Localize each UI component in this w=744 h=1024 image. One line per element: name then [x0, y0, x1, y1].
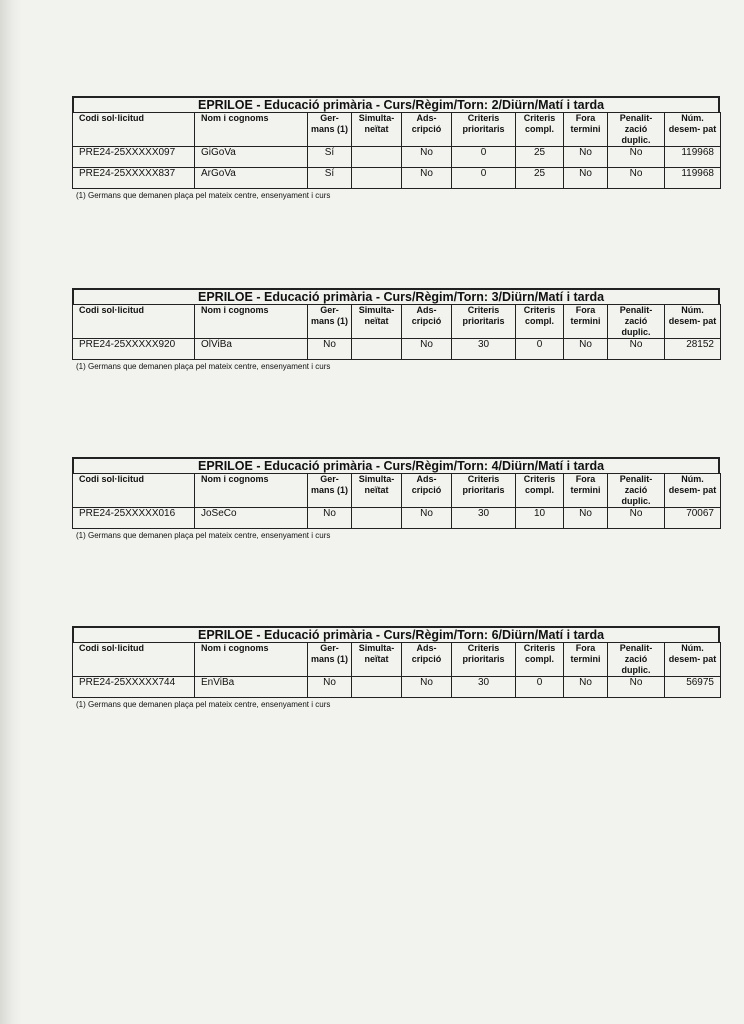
table-row	[73, 168, 721, 189]
header-prioritaris: Criteris prioritaris	[452, 643, 516, 677]
cell-simultaneitat	[352, 147, 402, 168]
header-prioritaris: Criteris prioritaris	[452, 113, 516, 147]
cell-adscripcio: No	[402, 168, 452, 189]
header-fora: Fora termini	[564, 474, 608, 508]
cell-germans: No	[308, 508, 352, 529]
block-title-bar	[72, 96, 720, 112]
cell-adscripcio: No	[402, 147, 452, 168]
applications-table	[72, 112, 721, 189]
table-header-row	[73, 474, 721, 508]
header-codi: Codi sol·licitud	[73, 643, 195, 677]
footnote: (1) Germans que demanen plaça pel mateix centre, ensenyament i curs	[76, 362, 331, 371]
header-adscripcio: Ads- cripció	[402, 113, 452, 147]
footnote: (1) Germans que demanen plaça pel mateix centre, ensenyament i curs	[76, 700, 331, 709]
cell-adscripcio: No	[402, 339, 452, 360]
header-germans: Ger- mans (1)	[308, 305, 352, 339]
cell-desempat: 70067	[665, 508, 721, 529]
header-compl: Criteris compl.	[516, 643, 564, 677]
table-header-row	[73, 643, 721, 677]
cell-germans: Sí	[308, 168, 352, 189]
cell-desempat: 119968	[665, 147, 721, 168]
table-body	[73, 677, 721, 698]
header-nom: Nom i cognoms	[195, 474, 308, 508]
cell-prioritaris: 0	[452, 168, 516, 189]
block-title-bar	[72, 457, 720, 473]
cell-codi: PRE24-25XXXXX920	[73, 339, 195, 360]
header-codi: Codi sol·licitud	[73, 474, 195, 508]
header-nom: Nom i cognoms	[195, 113, 308, 147]
header-simultaneitat: Simulta- neïtat	[352, 305, 402, 339]
header-prioritaris: Criteris prioritaris	[452, 474, 516, 508]
header-simultaneitat: Simulta- neïtat	[352, 474, 402, 508]
header-nom: Nom i cognoms	[195, 305, 308, 339]
header-penalitzacio: Penalit- zació duplic.	[608, 305, 665, 339]
cell-codi: PRE24-25XXXXX744	[73, 677, 195, 698]
scan-left-edge	[0, 0, 22, 1024]
footnote: (1) Germans que demanen plaça pel mateix centre, ensenyament i curs	[76, 531, 331, 540]
cell-fora: No	[564, 168, 608, 189]
cell-desempat: 28152	[665, 339, 721, 360]
cell-codi: PRE24-25XXXXX097	[73, 147, 195, 168]
header-desempat: Núm. desem- pat	[665, 643, 721, 677]
cell-penalitzacio: No	[608, 168, 665, 189]
cell-codi: PRE24-25XXXXX837	[73, 168, 195, 189]
header-penalitzacio: Penalit- zació duplic.	[608, 474, 665, 508]
cell-prioritaris: 30	[452, 508, 516, 529]
cell-nom: EnViBa	[195, 677, 308, 698]
cell-penalitzacio: No	[608, 147, 665, 168]
cell-nom: JoSeCo	[195, 508, 308, 529]
cell-penalitzacio: No	[608, 677, 665, 698]
cell-fora: No	[564, 677, 608, 698]
header-adscripcio: Ads- cripció	[402, 305, 452, 339]
footnote: (1) Germans que demanen plaça pel mateix centre, ensenyament i curs	[76, 191, 331, 200]
table-body	[73, 147, 721, 189]
header-germans: Ger- mans (1)	[308, 643, 352, 677]
cell-penalitzacio: No	[608, 339, 665, 360]
table-row	[73, 339, 721, 360]
cell-compl: 25	[516, 147, 564, 168]
cell-penalitzacio: No	[608, 508, 665, 529]
block-title: EPRILOE - Educació primària - Curs/Règim/Torn: 4/Diürn/Matí i tarda	[198, 459, 605, 473]
header-fora: Fora termini	[564, 113, 608, 147]
table-body	[73, 508, 721, 529]
header-germans: Ger- mans (1)	[308, 474, 352, 508]
applications-table	[72, 473, 721, 529]
header-compl: Criteris compl.	[516, 474, 564, 508]
table-row	[73, 508, 721, 529]
table-body	[73, 339, 721, 360]
header-compl: Criteris compl.	[516, 113, 564, 147]
block-title: EPRILOE - Educació primària - Curs/Règim/Torn: 2/Diürn/Matí i tarda	[198, 98, 605, 112]
course-block	[72, 457, 720, 540]
cell-simultaneitat	[352, 339, 402, 360]
header-codi: Codi sol·licitud	[73, 113, 195, 147]
cell-adscripcio: No	[402, 677, 452, 698]
cell-compl: 0	[516, 339, 564, 360]
header-codi: Codi sol·licitud	[73, 305, 195, 339]
header-compl: Criteris compl.	[516, 305, 564, 339]
cell-simultaneitat	[352, 677, 402, 698]
block-title: EPRILOE - Educació primària - Curs/Règim/Torn: 3/Diürn/Matí i tarda	[198, 290, 605, 304]
header-desempat: Núm. desem- pat	[665, 474, 721, 508]
cell-prioritaris: 0	[452, 147, 516, 168]
header-adscripcio: Ads- cripció	[402, 643, 452, 677]
header-germans: Ger- mans (1)	[308, 113, 352, 147]
cell-germans: Sí	[308, 147, 352, 168]
course-block	[72, 96, 720, 200]
table-row	[73, 677, 721, 698]
cell-fora: No	[564, 508, 608, 529]
header-desempat: Núm. desem- pat	[665, 113, 721, 147]
header-nom: Nom i cognoms	[195, 643, 308, 677]
applications-table	[72, 642, 721, 698]
header-fora: Fora termini	[564, 305, 608, 339]
cell-adscripcio: No	[402, 508, 452, 529]
cell-compl: 25	[516, 168, 564, 189]
cell-prioritaris: 30	[452, 677, 516, 698]
block-title: EPRILOE - Educació primària - Curs/Règim/Torn: 6/Diürn/Matí i tarda	[198, 628, 605, 642]
cell-fora: No	[564, 147, 608, 168]
cell-desempat: 119968	[665, 168, 721, 189]
cell-nom: GiGoVa	[195, 147, 308, 168]
cell-codi: PRE24-25XXXXX016	[73, 508, 195, 529]
header-simultaneitat: Simulta- neïtat	[352, 113, 402, 147]
applications-table	[72, 304, 721, 360]
table-row	[73, 147, 721, 168]
header-fora: Fora termini	[564, 643, 608, 677]
header-prioritaris: Criteris prioritaris	[452, 305, 516, 339]
course-block	[72, 288, 720, 371]
cell-desempat: 56975	[665, 677, 721, 698]
table-header-row	[73, 305, 721, 339]
course-block	[72, 626, 720, 709]
header-desempat: Núm. desem- pat	[665, 305, 721, 339]
header-penalitzacio: Penalit- zació duplic.	[608, 643, 665, 677]
cell-germans: No	[308, 339, 352, 360]
block-title-bar	[72, 288, 720, 304]
cell-simultaneitat	[352, 168, 402, 189]
header-penalitzacio: Penalit- zació duplic.	[608, 113, 665, 147]
cell-nom: ArGoVa	[195, 168, 308, 189]
cell-fora: No	[564, 339, 608, 360]
cell-germans: No	[308, 677, 352, 698]
cell-prioritaris: 30	[452, 339, 516, 360]
cell-compl: 10	[516, 508, 564, 529]
cell-compl: 0	[516, 677, 564, 698]
cell-simultaneitat	[352, 508, 402, 529]
header-simultaneitat: Simulta- neïtat	[352, 643, 402, 677]
table-header-row	[73, 113, 721, 147]
block-title-bar	[72, 626, 720, 642]
cell-nom: OlViBa	[195, 339, 308, 360]
header-adscripcio: Ads- cripció	[402, 474, 452, 508]
